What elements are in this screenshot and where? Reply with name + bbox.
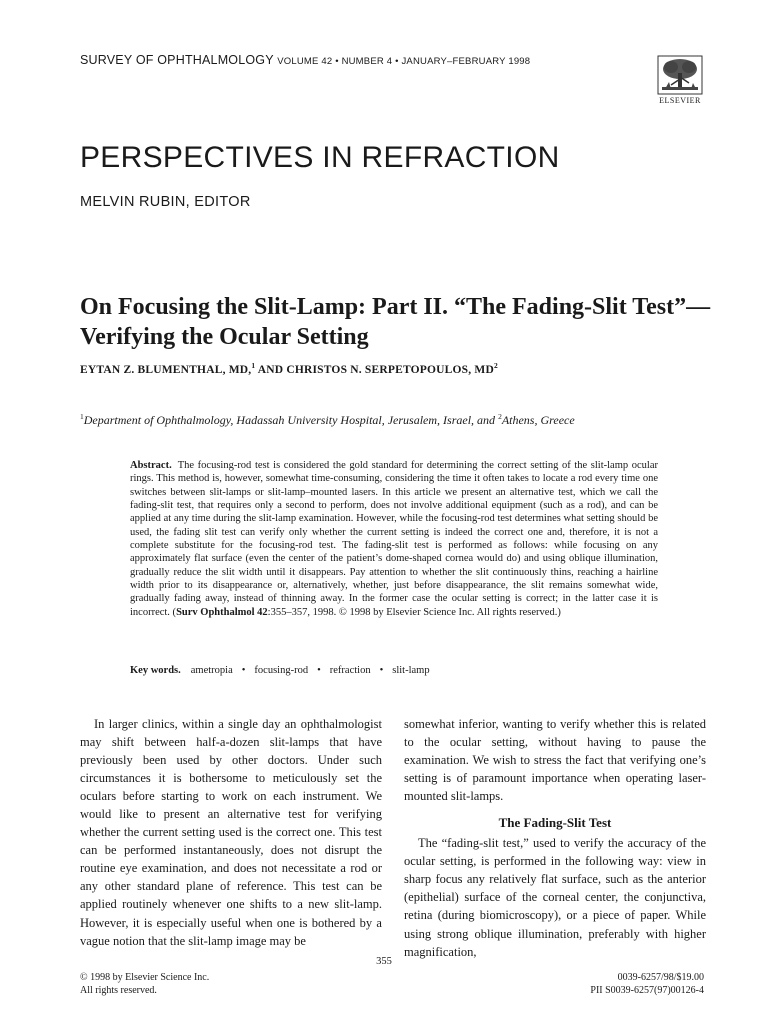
footer-identifiers: [590, 971, 704, 997]
section-editor: MELVIN RUBIN, EDITOR: [80, 194, 251, 210]
body-column-left: [80, 715, 382, 950]
section-title: PERSPECTIVES IN REFRACTION: [80, 141, 560, 174]
footer-copyright: [80, 971, 209, 997]
keyword: focusing-rod: [254, 665, 309, 676]
keyword-separator: •: [241, 665, 246, 676]
abstract: [130, 459, 658, 619]
affiliation-mark-2: 2: [498, 412, 502, 421]
affiliation-text-1: Department of Ophthalmology, Hadassah University Hospital, Jerusalem, Israel, and: [83, 413, 499, 427]
citation-volume: 42: [257, 606, 268, 618]
author-2: AND CHRISTOS N. SERPETOPOULOS, MD: [255, 363, 494, 376]
author-1: EYTAN Z. BLUMENTHAL, MD,: [80, 363, 252, 376]
body-column-right: [404, 715, 706, 961]
keyword: refraction: [329, 665, 371, 676]
publisher-name: ELSEVIER: [659, 96, 701, 105]
running-head: [80, 53, 530, 67]
body-paragraph: In larger clinics, within a single day an ophthalmologist may shift between half-a-dozen slit-lamps that have previously been used by other doctors. Under such circumstances it is bothersome to meticulously set the oculars before starting to work on each instrument. We would like to present an alternative test for verifying whether the current setting used is the correct one. This test can be performed instantaneously, does not disrupt the routine eye examination, and does not necessitate a rod or any other standard plane of reference. This test can be applied routinely whenever one shifts to a new slit-lamp. However, it is especially useful when one is bothered by a vague notion that the slit-lamp image may be: [80, 717, 382, 948]
issue-info: VOLUME 42 • NUMBER 4 • JANUARY–FEBRUARY 1998: [277, 56, 531, 67]
author-line: [80, 361, 498, 376]
copyright-line: © 1998 by Elsevier Science Inc.: [80, 972, 210, 983]
body-paragraph: The “fading-slit test,” used to verify the accuracy of the ocular setting, is performed in the following way: view in sharp focus any relatively flat surface, such as the anterior (epithelial) surface of the corneal center, the conjunctiva, retina (during biomicroscopy), or a piece of paper. While using strong oblique illumination, preferably with higher magnification,: [404, 836, 706, 959]
keyword: ametropia: [190, 665, 233, 676]
citation-rest: :355–357, 1998. © 1998 by Elsevier Science Inc. All rights reserved.): [267, 606, 561, 618]
article-title: On Focusing the Slit-Lamp: Part II. “The Fading-Slit Test”—Verifying the Ocular Setting: [80, 294, 711, 350]
abstract-label: Abstract.: [130, 460, 172, 471]
pii-line: PII S0039-6257(97)00126-4: [590, 985, 704, 996]
citation-journal: Surv Ophthalmol: [176, 606, 255, 618]
affiliation: [80, 412, 575, 428]
keyword-separator: •: [317, 665, 321, 676]
issn-line: 0039-6257/98/$19.00: [617, 972, 704, 983]
journal-name: SURVEY OF OPHTHALMOLOGY: [80, 53, 274, 67]
author-1-affiliation-mark: 1: [251, 361, 256, 370]
page-number: 355: [376, 956, 392, 967]
publisher-logo: [652, 55, 708, 109]
keywords: [130, 665, 430, 676]
keyword-separator: •: [379, 665, 384, 676]
body-paragraph: somewhat inferior, wanting to verify whether this is related to the ocular setting, without having to pause the examination. We wish to stress the fact that verifying one’s setting is of paramount importance when operating laser-mounted slit-lamps.: [404, 717, 706, 804]
elsevier-tree-icon: [657, 55, 703, 95]
author-2-affiliation-mark: 2: [493, 361, 498, 370]
affiliation-mark-1: 1: [80, 412, 84, 421]
affiliation-text-2: Athens, Greece: [501, 413, 575, 427]
abstract-text: The focusing-rod test is considered the gold standard for determining the correct setting of the slit-lamp ocular rings. This method is, however, somewhat time-consuming, considering the time it often takes to locate a rod every time one switches between slit-lamps or slit-lamp–mounted lasers. In this article we present an alternative test, which we call the fading-slit test, that requires only a second to perform, does not involve additional equipment (such as a rod), and can be applied at any time during the slit-lamp examination. However, while the focusing-rod test determines what setting should be used, the fading slit test can verify only whether the current setting is indeed the correct one and, therefore, it is not a complete substitute for the focusing-rod test. The fading-slit test is performed as follows: while focusing on any approximately flat surface (even the center of the patient’s dome-shaped cornea would do) and using oblique illumination, gradually reduce the slit width until it disappears. Pay attention to whether the slit continuously thins, reaching a hairline width prior to its disappearance or, alternatively, whether, just before disappearance, the slit remains somewhat wide, gradually fading away, instead of thinning away. In the former case the ocular setting is correct; in the latter case it is incorrect. (: [130, 460, 658, 618]
keywords-label: Key words.: [130, 665, 181, 676]
section-subheading: The Fading-Slit Test: [498, 815, 612, 831]
keyword: slit-lamp: [392, 665, 430, 676]
rights-line: All rights reserved.: [80, 985, 157, 996]
